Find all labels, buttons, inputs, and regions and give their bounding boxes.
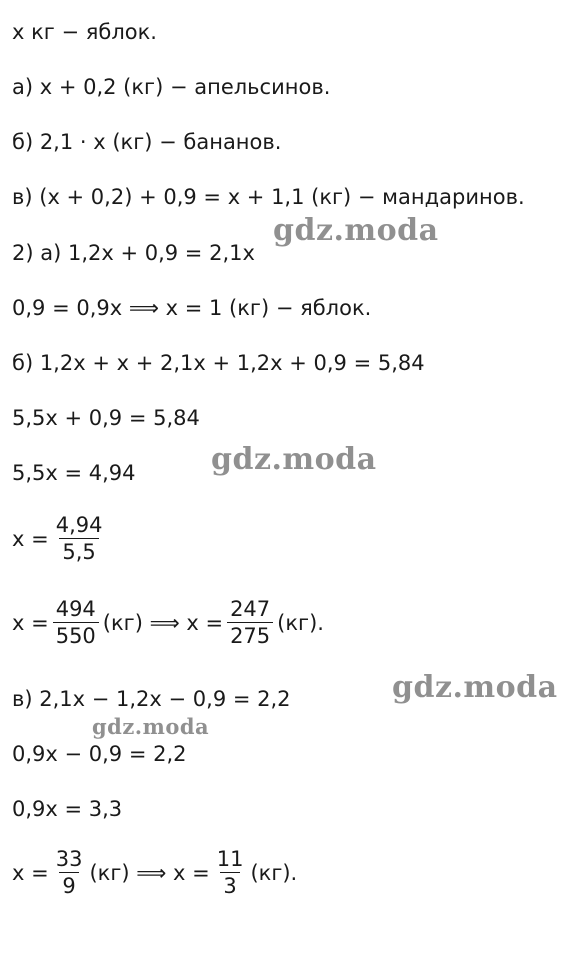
fraction-denominator: 3 <box>220 872 239 899</box>
fraction-numerator: 247 <box>230 597 271 621</box>
watermark-logo: gdz.moda <box>273 213 439 248</box>
fraction-end-text: (кг). <box>250 860 298 885</box>
line-bananas: б) 2,1 · x (кг) − бананов. <box>12 130 282 154</box>
fraction-numerator: 33 <box>55 847 83 871</box>
line-fraction-1 <box>12 512 109 565</box>
fraction-lhs: x = <box>12 860 49 885</box>
line-0-9x-minus: 0,9x − 0,9 = 2,2 <box>12 742 187 766</box>
line-part-c-equation: в) 2,1x − 1,2x − 0,9 = 2,2 <box>12 687 291 711</box>
fraction-middle-text: (кг) ⟹ x = <box>102 610 224 635</box>
fraction-denominator: 9 <box>59 872 78 899</box>
line-mandarins: в) (x + 0,2) + 0,9 = x + 1,1 (кг) − мандаринов. <box>12 185 525 209</box>
line-oranges: а) x + 0,2 (кг) − апельсинов. <box>12 75 331 99</box>
line-fraction-2 <box>12 596 324 649</box>
line-0-9x-result: 0,9x = 3,3 <box>12 797 123 821</box>
fraction-middle-text: (кг) ⟹ x = <box>89 860 210 885</box>
fraction-numerator: 494 <box>55 597 96 621</box>
line-fraction-3 <box>12 846 297 899</box>
fraction-numerator: 11 <box>216 847 244 871</box>
line-part-b-equation: б) 1,2x + x + 2,1x + 1,2x + 0,9 = 5,84 <box>12 351 425 375</box>
line-part2-a-equation: 2) а) 1,2x + 0,9 = 2,1x <box>12 241 255 265</box>
fraction-33-over-9 <box>53 846 86 899</box>
fraction-numerator: 4,94 <box>55 513 103 537</box>
fraction-denominator: 550 <box>53 622 99 649</box>
watermark-logo: gdz.moda <box>392 670 558 705</box>
line-x-apples: x кг − яблок. <box>12 20 157 44</box>
fraction-lhs: x = <box>12 610 49 635</box>
line-simplified-b: 5,5x + 0,9 = 5,84 <box>12 406 200 430</box>
fraction-end-text: (кг). <box>277 610 324 635</box>
fraction-denominator: 5,5 <box>59 538 98 565</box>
fraction-11-over-3 <box>214 846 247 899</box>
fraction-247-over-275 <box>227 596 273 649</box>
watermark-logo: gdz.moda <box>211 442 377 477</box>
fraction-4-94-over-5-5 <box>53 512 106 565</box>
watermark-logo: gdz.moda <box>92 714 210 739</box>
fraction-lhs: x = <box>12 526 49 551</box>
fraction-denominator: 275 <box>227 622 273 649</box>
fraction-494-over-550 <box>53 596 99 649</box>
line-5-5x: 5,5x = 4,94 <box>12 461 136 485</box>
line-apples-result: 0,9 = 0,9x ⟹ x = 1 (кг) − яблок. <box>12 296 372 320</box>
